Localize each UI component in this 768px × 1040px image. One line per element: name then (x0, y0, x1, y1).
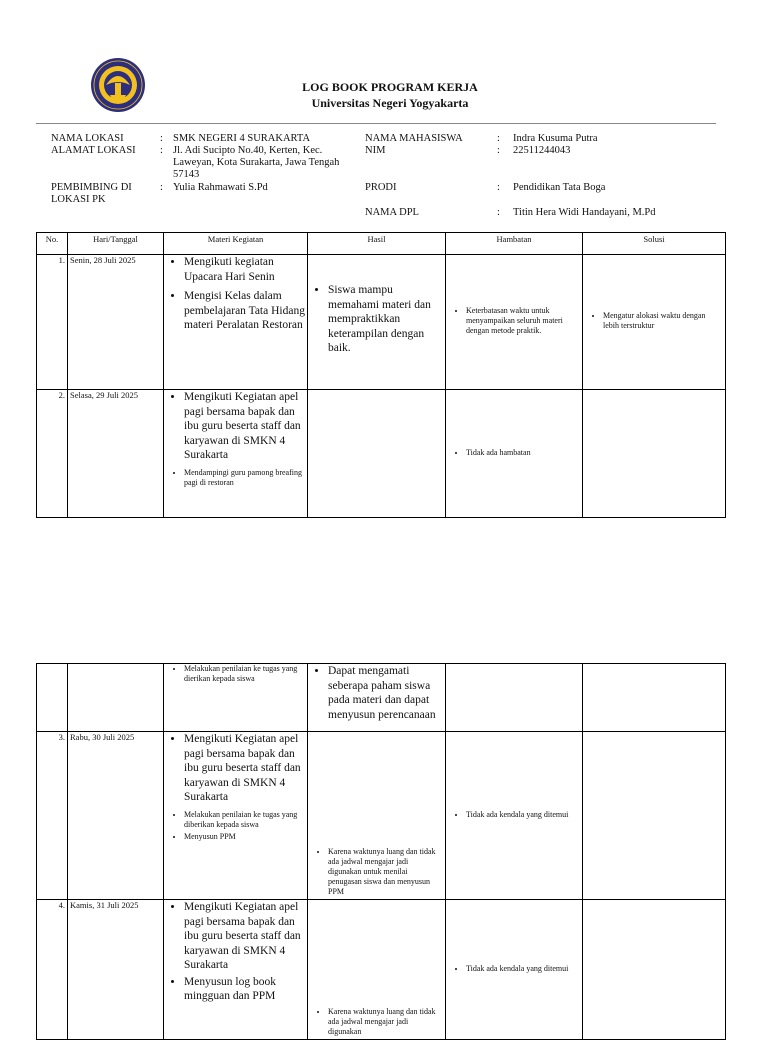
header-solusi: Solusi (583, 233, 726, 255)
list-item: • Mengikuti kegiatan Upacara Hari Senin (184, 255, 305, 284)
pembimbing-value: Yulia Rahmawati S.Pd (173, 182, 268, 193)
table-header-row (37, 233, 726, 255)
nama-lokasi-label: NAMA LOKASI (51, 133, 124, 144)
pembimbing-label-1: PEMBIMBING DI (51, 182, 132, 193)
header-hasil: Hasil (308, 233, 446, 255)
dpl-value: Titin Hera Widi Handayani, M.Pd (513, 207, 656, 218)
table-row (37, 900, 726, 1040)
table-row (37, 664, 726, 732)
row-number: 3. (37, 732, 68, 900)
mahasiswa-value: Indra Kusuma Putra (513, 133, 598, 144)
list-item: • Karena waktunya luang dan tidak ada jadwal mengajar jadi digunakan (328, 1007, 443, 1037)
list-item: • Mendampingi guru pamong breafing pagi di restoran (184, 468, 305, 488)
row-hasil (308, 255, 446, 390)
nama-lokasi-value: SMK NEGERI 4 SURAKARTA (173, 133, 311, 144)
nim-value: 22511244043 (513, 145, 571, 156)
row-materi (164, 900, 308, 1040)
row-hambatan (446, 664, 583, 732)
row-hambatan (446, 732, 583, 900)
colon: : (160, 182, 163, 193)
alamat-value-3: 57143 (173, 169, 200, 180)
list-item: • Menyusun log book mingguan dan PPM (184, 975, 305, 1004)
list-item: • Mengikuti Kegiatan apel pagi bersama bapak dan ibu guru beserta staff dan karyawan di SMKN 4 Surakarta (184, 900, 305, 973)
row-date (68, 664, 164, 732)
logbook-table-page-2 (36, 663, 726, 1040)
header-hambatan: Hambatan (446, 233, 583, 255)
list-item: • Mengisi Kelas dalam pembelajaran Tata Hidang materi Peralatan Restoran (184, 289, 305, 333)
row-hambatan (446, 390, 583, 518)
table-row (37, 255, 726, 390)
row-date: Senin, 28 Juli 2025 (68, 255, 164, 390)
row-materi (164, 390, 308, 518)
list-item: • Mengatur alokasi waktu dengan lebih terstruktur (603, 311, 723, 331)
row-hambatan (446, 255, 583, 390)
row-materi (164, 255, 308, 390)
row-hasil (308, 900, 446, 1040)
list-item: • Tidak ada kendala yang ditemui (466, 810, 580, 820)
colon: : (497, 182, 500, 193)
row-materi (164, 732, 308, 900)
row-date: Rabu, 30 Juli 2025 (68, 732, 164, 900)
list-item: • Dapat mengamati seberapa paham siswa pada materi dan dapat menyusun perencanaan (328, 664, 443, 722)
alamat-value-1: Jl. Adi Sucipto No.40, Kerten, Kec. (173, 145, 323, 156)
pembimbing-label-2: LOKASI PK (51, 194, 106, 205)
header-date: Hari/Tanggal (68, 233, 164, 255)
header-materi: Materi Kegiatan (164, 233, 308, 255)
list-item: • Menyusun PPM (184, 832, 305, 842)
nim-label: NIM (365, 145, 386, 156)
row-date: Kamis, 31 Juli 2025 (68, 900, 164, 1040)
document-title-block (0, 80, 768, 111)
list-item: • Mengikuti Kegiatan apel pagi bersama bapak dan ibu guru beserta staff dan karyawan di SMKN 4 Surakarta (184, 390, 305, 463)
mahasiswa-label: NAMA MAHASISWA (365, 133, 463, 144)
list-item: • Karena waktunya luang dan tidak ada jadwal mengajar jadi digunakan untuk menilai penugasan siswa dan menyusun PPM (328, 847, 443, 897)
list-item: • Tidak ada kendala yang ditemui (466, 964, 580, 974)
table-row (37, 732, 726, 900)
prodi-label: PRODI (365, 182, 397, 193)
dpl-label: NAMA DPL (365, 207, 419, 218)
colon: : (497, 133, 500, 144)
document-subtitle: Universitas Negeri Yogyakarta (311, 96, 469, 110)
row-hasil (308, 664, 446, 732)
logbook-table-page-1 (36, 232, 726, 518)
row-hasil (308, 390, 446, 518)
list-item: • Melakukan penilaian ke tugas yang diberikan kepada siswa (184, 810, 305, 830)
row-number: 1. (37, 255, 68, 390)
row-number (37, 664, 68, 732)
row-hambatan (446, 900, 583, 1040)
colon: : (497, 207, 500, 218)
row-solusi (583, 732, 726, 900)
row-solusi (583, 900, 726, 1040)
row-number: 4. (37, 900, 68, 1040)
list-item: • Melakukan penilaian ke tugas yang dierikan kepada siswa (184, 664, 305, 684)
colon: : (160, 145, 163, 156)
row-materi (164, 664, 308, 732)
list-item: • Tidak ada hambatan (466, 448, 580, 458)
row-hasil (308, 732, 446, 900)
row-solusi (583, 255, 726, 390)
header-no: No. (37, 233, 68, 255)
header-divider (36, 123, 716, 124)
row-solusi (583, 664, 726, 732)
table-row (37, 390, 726, 518)
list-item: • Keterbatasan waktu untuk menyampaikan seluruh materi dengan metode praktik. (466, 306, 580, 336)
row-date: Selasa, 29 Juli 2025 (68, 390, 164, 518)
colon: : (497, 145, 500, 156)
list-item: • Mengikuti Kegiatan apel pagi bersama bapak dan ibu guru beserta staff dan karyawan di SMKN 4 Surakarta (184, 732, 305, 805)
document-title: LOG BOOK PROGRAM KERJA (302, 80, 478, 94)
list-item: • Siswa mampu memahami materi dan mempraktikkan keterampilan dengan baik. (328, 283, 443, 356)
prodi-value: Pendidikan Tata Boga (513, 182, 606, 193)
colon: : (160, 133, 163, 144)
alamat-label: ALAMAT LOKASI (51, 145, 136, 156)
alamat-value-2: Laweyan, Kota Surakarta, Jawa Tengah (173, 157, 340, 168)
row-number: 2. (37, 390, 68, 518)
row-solusi (583, 390, 726, 518)
